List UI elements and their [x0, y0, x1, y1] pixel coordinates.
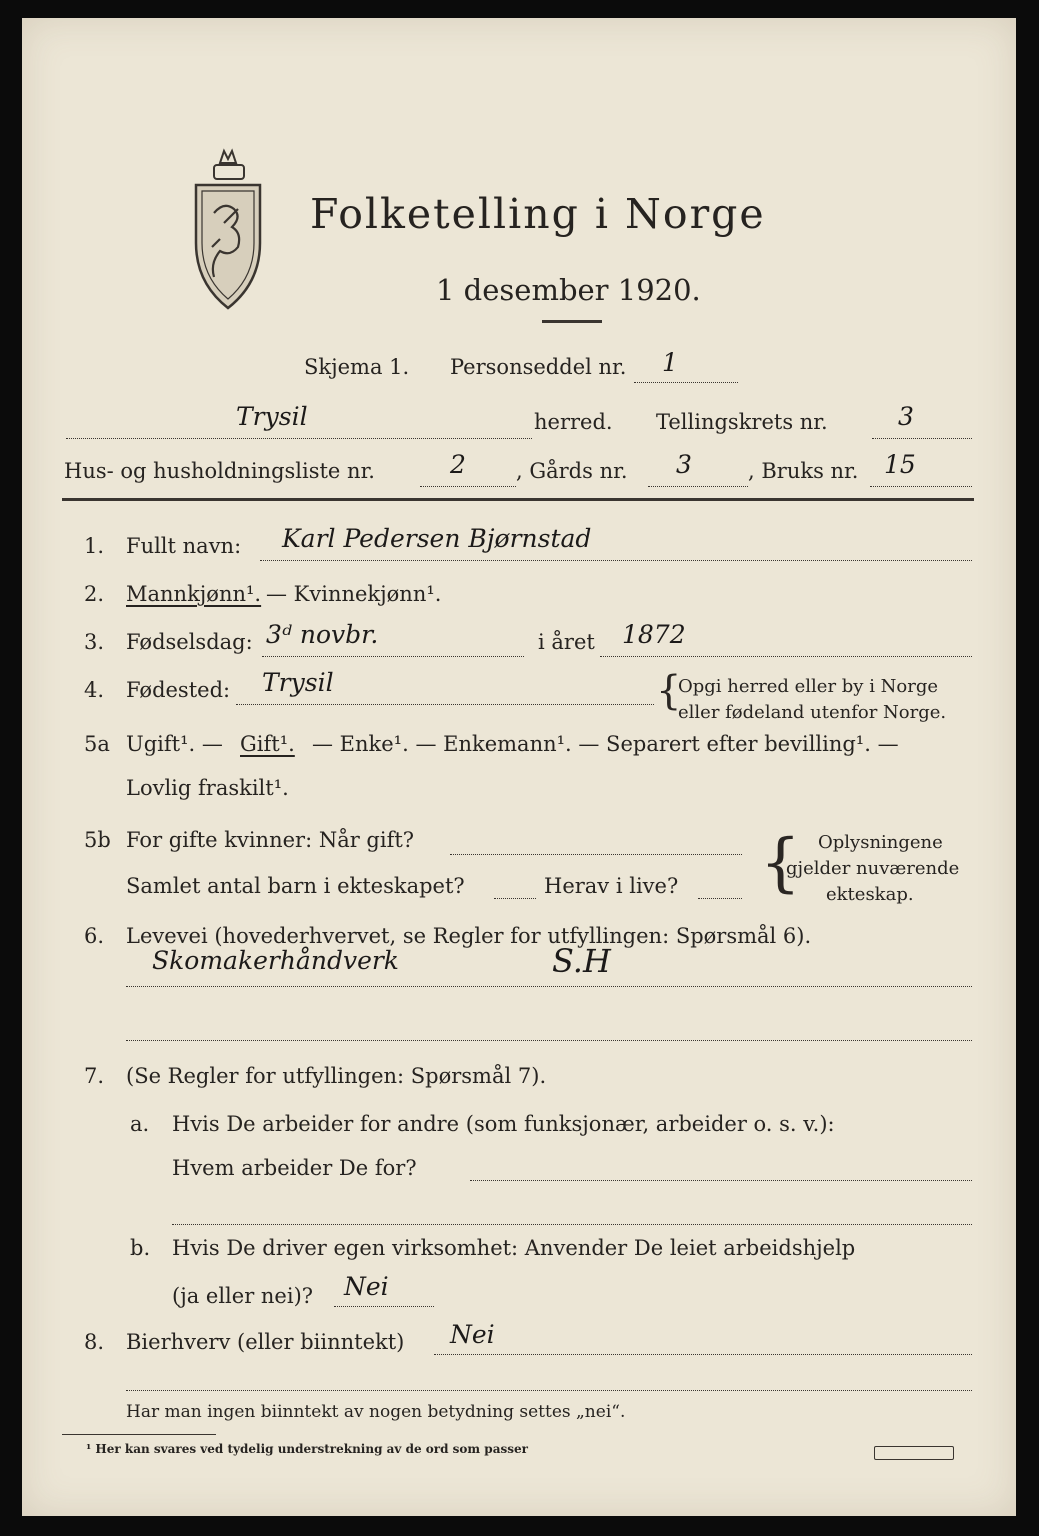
- q7b-value[interactable]: Nei: [344, 1272, 389, 1301]
- norway-coat-of-arms-icon: [190, 143, 266, 313]
- title-rule: [542, 320, 602, 323]
- personseddel-value[interactable]: 1: [662, 348, 678, 377]
- q3-label: Fødselsdag:: [126, 630, 253, 654]
- herred-value[interactable]: Trysil: [236, 402, 308, 431]
- q5a-gift[interactable]: Gift¹.: [240, 732, 295, 756]
- q2-number: 2.: [84, 582, 105, 606]
- q8-number: 8.: [84, 1330, 105, 1354]
- q4-birthplace[interactable]: Trysil: [262, 668, 334, 697]
- q3-birthday[interactable]: 3ᵈ novbr.: [266, 620, 379, 649]
- q5b-number: 5b: [84, 828, 111, 852]
- q4-note-1: Opgi herred eller by i Norge: [678, 676, 939, 697]
- printer-stamp-icon: [874, 1446, 954, 1460]
- schema-label: Skjema 1.: [304, 355, 410, 379]
- q5a-number: 5a: [84, 732, 110, 756]
- gards-label: , Gårds nr.: [516, 459, 628, 483]
- q4-label: Fødested:: [126, 678, 231, 702]
- q1-label: Fullt navn:: [126, 534, 242, 558]
- q3-number: 3.: [84, 630, 105, 654]
- form-title: Folketelling i Norge: [310, 190, 766, 238]
- q3-year-label: i året: [538, 630, 595, 654]
- personseddel-label: Personseddel nr.: [450, 355, 627, 379]
- q4-brace: {: [656, 668, 682, 714]
- q5b-note-3: ekteskap.: [826, 884, 914, 905]
- q1-line: [260, 560, 972, 561]
- tellingskrets-line: [872, 438, 972, 439]
- bruks-value[interactable]: 15: [884, 450, 916, 479]
- q6-line-1: [126, 986, 972, 987]
- q8-value[interactable]: Nei: [450, 1320, 495, 1349]
- q5b-brace: {: [760, 826, 801, 900]
- census-form-sheet: [22, 18, 1016, 1516]
- q6-line-2: [126, 1040, 972, 1041]
- q7a-letter: a.: [130, 1112, 150, 1136]
- q7-label: (Se Regler for utfyllingen: Spørsmål 7).: [126, 1064, 547, 1088]
- q6-occupation[interactable]: Skomakerhåndverk: [152, 946, 399, 975]
- q5b-line-2: [494, 898, 536, 899]
- q7b-label: Hvis De driver egen virksomhet: Anvender De leiet arbeidshjelp: [172, 1236, 856, 1260]
- q3-line: [262, 656, 524, 657]
- form-date: 1 desember 1920.: [436, 273, 701, 307]
- herred-label: herred.: [534, 410, 613, 434]
- q7a-label-2: Hvem arbeider De for?: [172, 1156, 417, 1180]
- q1-number: 1.: [84, 534, 105, 558]
- q7b-label-2: (ja eller nei)?: [172, 1284, 314, 1308]
- q5b-label-1: For gifte kvinner: Når gift?: [126, 828, 415, 852]
- q6-label: Levevei (hovederhvervet, se Regler for utfyllingen: Spørsmål 6).: [126, 924, 812, 948]
- hus-label: Hus- og husholdningsliste nr.: [64, 459, 375, 483]
- footnote: ¹ Her kan svares ved tydelig understrekning av de ord som passer: [86, 1442, 528, 1456]
- q5a-rest[interactable]: — Enke¹. — Enkemann¹. — Separert efter bevilling¹. —: [312, 732, 899, 756]
- hus-value[interactable]: 2: [450, 450, 466, 479]
- q7b-line: [334, 1306, 434, 1307]
- q8-label: Bierhverv (eller biinntekt): [126, 1330, 405, 1354]
- tellingskrets-value[interactable]: 3: [898, 402, 914, 431]
- footer-note: Har man ingen biinntekt av nogen betydning settes „nei“.: [126, 1402, 626, 1422]
- q5b-label-2: Samlet antal barn i ekteskapet?: [126, 874, 465, 898]
- q4-number: 4.: [84, 678, 105, 702]
- gards-line: [648, 486, 748, 487]
- q2-male-option[interactable]: Mannkjønn¹.: [126, 582, 262, 606]
- q4-line: [236, 704, 654, 705]
- herred-line: [66, 438, 532, 439]
- bruks-label: , Bruks nr.: [748, 459, 859, 483]
- q5b-label-3: Herav i live?: [544, 874, 679, 898]
- q7b-letter: b.: [130, 1236, 151, 1260]
- bruks-line: [870, 486, 972, 487]
- personseddel-line: [634, 382, 738, 383]
- q3-birth-year[interactable]: 1872: [622, 620, 686, 649]
- q1-full-name[interactable]: Karl Pedersen Bjørnstad: [282, 524, 592, 553]
- q6-number: 6.: [84, 924, 105, 948]
- q7a-line-1: [470, 1180, 972, 1181]
- q7a-line-2: [172, 1224, 972, 1225]
- q5a-ugift[interactable]: Ugift¹. —: [126, 732, 223, 756]
- q5b-line-3: [698, 898, 742, 899]
- q7a-label: Hvis De arbeider for andre (som funksjonær, arbeider o. s. v.):: [172, 1112, 835, 1136]
- header-divider: [62, 498, 974, 501]
- q6-mark: S.H: [552, 942, 611, 980]
- q3-year-line: [600, 656, 972, 657]
- q7-number: 7.: [84, 1064, 105, 1088]
- q5a-line2[interactable]: Lovlig fraskilt¹.: [126, 776, 289, 800]
- q5b-note-2: gjelder nuværende: [786, 858, 960, 879]
- q5b-note-1: Oplysningene: [818, 832, 943, 853]
- gards-value[interactable]: 3: [676, 450, 692, 479]
- q5b-line-1: [450, 854, 742, 855]
- q8-line-1: [434, 1354, 972, 1355]
- q4-note-2: eller fødeland utenfor Norge.: [678, 702, 947, 723]
- q2-female-option[interactable]: — Kvinnekjønn¹.: [266, 582, 442, 606]
- hus-line: [420, 486, 516, 487]
- q8-line-2: [126, 1390, 972, 1391]
- footnote-rule: [62, 1434, 216, 1435]
- tellingskrets-label: Tellingskrets nr.: [656, 410, 828, 434]
